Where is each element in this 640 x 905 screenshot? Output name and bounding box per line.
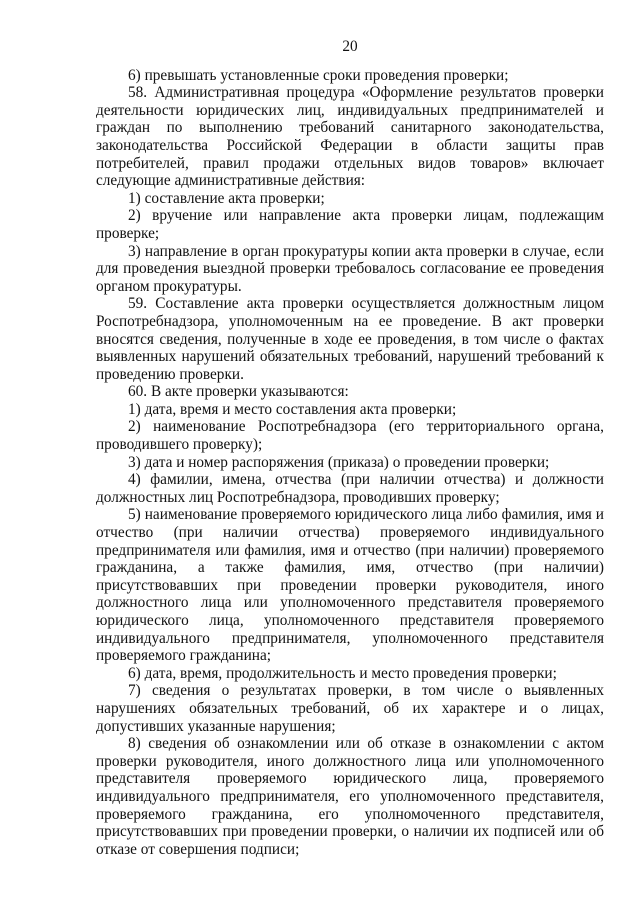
clause-59: 59. Составление акта проверки осуществляется должностным лицом Роспотребнадзора, уполномоченным на ее проведение. В акт проверки вносятся сведения, полученные в ходе ее проведения, в том числе о фактах выявленных нарушений обязательных требований, нарушений требований к проведению проверки.	[96, 295, 604, 383]
clause-60-item-7: 7) сведения о результатах проверки, в том числе о выявленных нарушениях обязательных требований, об их характере и о лицах, допустивших указанные нарушения;	[96, 682, 604, 735]
document-page	[96, 38, 604, 858]
page-number: 20	[342, 38, 358, 55]
clause-60-item-8: 8) сведения об ознакомлении или об отказе в ознакомлении с актом проверки руководителя, иного должностного лица или уполномоченного представителя проверяемого юридического лица, проверяемого индивидуального предпринимателя, его уполномоченного представителя, проверяемого гражданина, его уполномоченного представителя, присутствовавших при проведении проверки, о наличии их подписей или об отказе от совершения подписи;	[96, 735, 604, 858]
clause-60-item-6: 6) дата, время, продолжительность и место проведения проверки;	[128, 664, 557, 682]
clause-60-item-5: 5) наименование проверяемого юридического лица либо фамилия, имя и отчество (при наличии отчества) проверяемого индивидуального предпринимателя или фамилия, имя и отчество (при наличии) проверяемого гражданина, а также фамилия, имя, отчество (при наличии) присутствовавших при проведении проверки руководителя, иного должностного лица или уполномоченного представителя проверяемого юридического лица, уполномоченного представителя проверяемого индивидуального предпринимателя, уполномоченного представителя проверяемого гражданина;	[96, 506, 604, 665]
clause-60: 60. В акте проверки указываются:	[128, 383, 349, 401]
document-body	[96, 67, 604, 859]
clause-60-item-4: 4) фамилии, имена, отчества (при наличии отчества) и должности должностных лиц Роспотребнадзора, проводивших проверку;	[96, 471, 604, 506]
clause-58-item-1: 1) составление акта проверки;	[128, 189, 325, 207]
clause-60-item-1: 1) дата, время и место составления акта проверки;	[128, 400, 457, 418]
clause-58: 58. Административная процедура «Оформление результатов проверки деятельности юридических лиц, индивидуальных предпринимателей и граждан по выполнению требований санитарного законодательства, законодательства Российской Федерации в области защиты прав потребителей, правил продажи отдельных видов товаров» включает следующие административные действия:	[96, 84, 604, 190]
item-6-deadlines: 6) превышать установленные сроки проведения проверки;	[128, 66, 509, 84]
clause-58-item-3: 3) направление в орган прокуратуры копии акта проверки в случае, если для проведения выездной проверки требовалось согласование ее проведения органом прокуратуры.	[96, 242, 604, 295]
clause-60-item-2: 2) наименование Роспотребнадзора (его территориального органа, проводившего проверку);	[96, 418, 604, 454]
clause-58-item-2: 2) вручение или направление акта проверки лицам, подлежащим проверке;	[96, 207, 604, 242]
clause-60-item-3: 3) дата и номер распоряжения (приказа) о проведении проверки;	[128, 453, 550, 471]
